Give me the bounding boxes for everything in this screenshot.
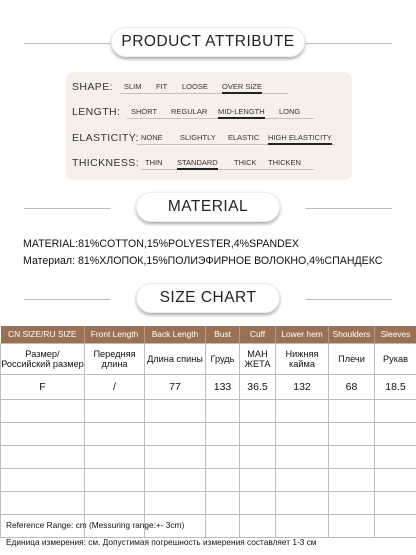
material-russian: Материал: 81%ХЛОПОК,15%ПОЛИЭФИРНОЕ ВОЛОКНО,4%СПАНДЕКС — [23, 255, 383, 267]
table-cell — [145, 422, 206, 445]
section-title: SIZE CHART — [136, 283, 280, 313]
table-cell — [276, 422, 329, 445]
attribute-option: REGULAR — [171, 107, 208, 116]
russian-header-row — [1, 343, 416, 374]
attribute-option-selected: OVER SIZE — [222, 82, 263, 91]
table-cell — [145, 468, 206, 491]
measurement-note-russian: Единица измерения: см. Допустимая погрешность измерения составляет 1-3 см — [6, 537, 317, 547]
table-cell: 36.5 — [240, 374, 276, 399]
empty-table-row — [1, 445, 416, 468]
table-row — [1, 374, 416, 399]
russian-column-header: Рукав — [375, 343, 416, 374]
attribute-option: ELASTIC — [228, 133, 260, 142]
empty-table-row — [1, 468, 416, 491]
table-cell — [206, 399, 240, 422]
table-cell: 133 — [206, 374, 240, 399]
attribute-option-selected: STANDARD — [177, 158, 218, 167]
column-header: Bust — [206, 326, 240, 343]
table-cell: 132 — [276, 374, 329, 399]
attribute-option: THICK — [234, 158, 257, 167]
table-cell — [329, 445, 375, 468]
table-cell — [1, 445, 85, 468]
attribute-scale-line — [141, 169, 314, 170]
table-cell — [375, 422, 416, 445]
table-cell — [206, 445, 240, 468]
divider-right — [306, 299, 392, 300]
size-chart-table — [0, 326, 416, 538]
table-cell — [375, 491, 416, 514]
table-cell: 77 — [145, 374, 206, 399]
table-cell — [1, 491, 85, 514]
attribute-option-selected: HIGH ELASTICITY — [268, 133, 332, 142]
attribute-option: LOOSE — [182, 82, 208, 91]
table-cell — [1, 468, 85, 491]
table-cell — [276, 445, 329, 468]
table-cell — [240, 468, 276, 491]
table-cell — [276, 491, 329, 514]
table-cell — [1, 422, 85, 445]
table-cell — [276, 514, 329, 537]
divider-right — [306, 208, 392, 209]
table-cell: / — [85, 374, 145, 399]
section-title: MATERIAL — [136, 192, 280, 222]
russian-column-header: МАН ЖЕТА — [240, 343, 276, 374]
attribute-option: SLIM — [124, 82, 142, 91]
russian-column-header: Длина спины — [145, 343, 206, 374]
table-cell — [375, 468, 416, 491]
empty-table-row — [1, 491, 416, 514]
column-header: Shoulders — [329, 326, 375, 343]
size-chart-heading — [0, 281, 416, 317]
table-cell — [145, 399, 206, 422]
column-header: Front Length — [85, 326, 145, 343]
table-cell — [85, 422, 145, 445]
russian-column-header: Передняя длина — [85, 343, 145, 374]
column-header: Cuff — [240, 326, 276, 343]
table-cell — [375, 514, 416, 537]
empty-table-row — [1, 399, 416, 422]
reference-range-note: Reference Range: cm (Messuring range:+- 3cm) — [6, 520, 185, 530]
column-header: Back Length — [145, 326, 206, 343]
table-cell — [375, 399, 416, 422]
table-cell — [85, 468, 145, 491]
attribute-scale-line — [120, 93, 288, 94]
table-cell — [85, 491, 145, 514]
russian-column-header: Грудь — [206, 343, 240, 374]
table-cell — [240, 491, 276, 514]
table-cell — [145, 445, 206, 468]
table-cell — [329, 514, 375, 537]
table-cell — [240, 422, 276, 445]
table-cell — [329, 468, 375, 491]
column-header: Sleeves — [375, 326, 416, 343]
table-cell — [329, 399, 375, 422]
attribute-option: FIT — [156, 82, 168, 91]
table-cell — [206, 468, 240, 491]
attribute-option-selected: MID-LENGTH — [218, 107, 265, 116]
material-heading — [0, 190, 416, 226]
table-cell — [206, 422, 240, 445]
column-header: CN SIZE/RU SIZE — [1, 326, 85, 343]
table-cell — [276, 399, 329, 422]
table-cell: 68 — [329, 374, 375, 399]
attribute-option: NONE — [141, 133, 163, 142]
column-header: Lower hem — [276, 326, 329, 343]
table-cell — [1, 399, 85, 422]
table-cell — [85, 399, 145, 422]
divider-left — [24, 43, 110, 44]
divider-right — [306, 43, 392, 44]
russian-column-header: Нижняя кайма — [276, 343, 329, 374]
russian-column-header: Размер/Российский размер — [1, 343, 85, 374]
table-cell: 18.5 — [375, 374, 416, 399]
table-cell — [276, 468, 329, 491]
table-cell — [240, 445, 276, 468]
table-cell — [240, 399, 276, 422]
attribute-option: SLIGHTLY — [180, 133, 216, 142]
table-cell — [375, 445, 416, 468]
product-attribute-heading — [0, 25, 416, 61]
divider-left — [24, 299, 110, 300]
table-cell — [240, 514, 276, 537]
section-title: PRODUCT ATTRIBUTE — [111, 27, 305, 57]
table-cell — [329, 422, 375, 445]
table-cell: F — [1, 374, 85, 399]
table-cell — [329, 491, 375, 514]
table-cell — [206, 491, 240, 514]
attribute-option: SHORT — [131, 107, 158, 116]
attribute-option: THICKEN — [268, 158, 301, 167]
material-english: MATERIAL:81%COTTON,15%POLYESTER,4%SPANDEX — [23, 238, 299, 250]
table-cell — [145, 491, 206, 514]
divider-left — [24, 208, 110, 209]
empty-table-row — [1, 422, 416, 445]
russian-column-header: Плечи — [329, 343, 375, 374]
table-header-row — [1, 326, 416, 343]
attribute-option: LONG — [279, 107, 301, 116]
table-cell — [206, 514, 240, 537]
attribute-option: THIN — [145, 158, 163, 167]
table-cell — [85, 445, 145, 468]
